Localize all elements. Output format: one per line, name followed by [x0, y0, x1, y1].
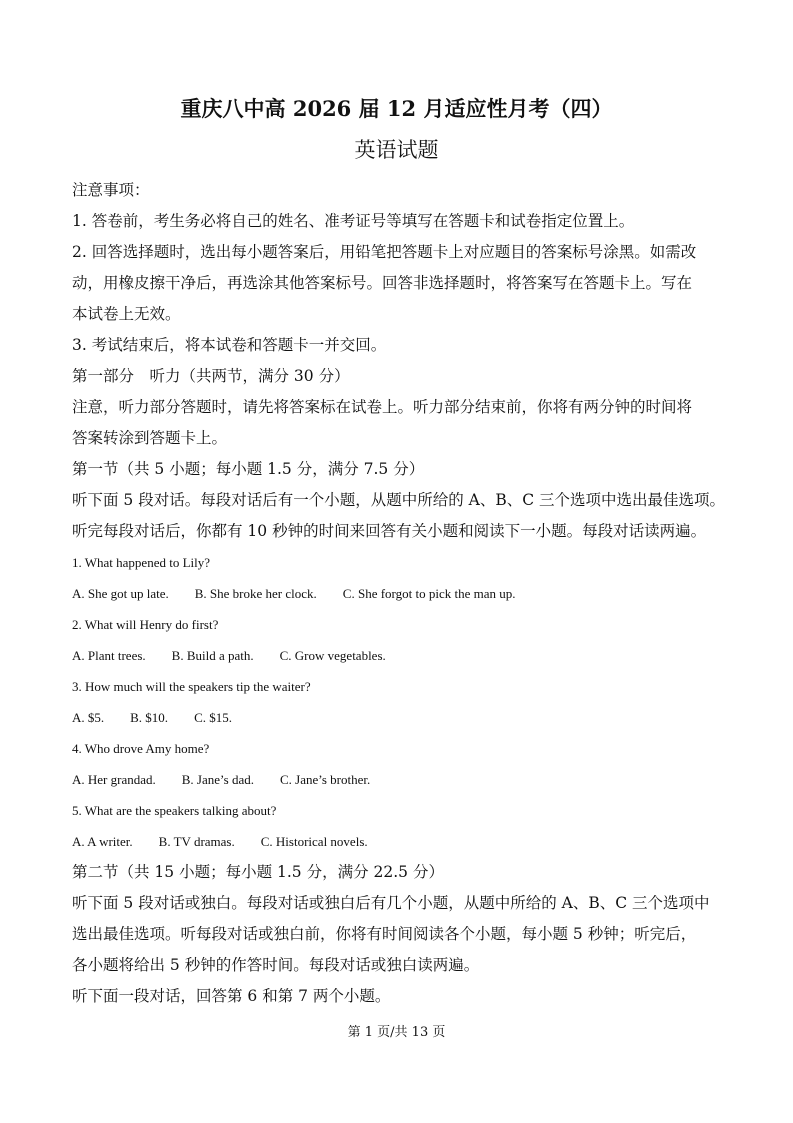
option-c: C. Grow vegetables. — [279, 648, 386, 663]
question-1: 1. What happened to Lily? — [72, 555, 211, 570]
option-b: B. Jane’s dad. — [181, 772, 254, 787]
option-a: A. $5. — [72, 710, 105, 725]
note-item-1: 1. 答卷前，考生务必将自己的姓名、准考证号等填写在答题卡和试卷指定位置上。 — [72, 212, 635, 230]
notes-heading: 注意事项： — [72, 181, 150, 199]
exam-title: 重庆八中高 2026 届 12 月适应性月考（四） — [180, 96, 613, 121]
option-a: A. Plant trees. — [72, 648, 146, 663]
section2-next-dialogue: 听下面一段对话，回答第 6 和第 7 两个小题。 — [72, 987, 391, 1005]
option-a: A. A writer. — [72, 834, 133, 849]
question-5: 5. What are the speakers talking about? — [72, 803, 277, 818]
option-c: C. Historical novels. — [260, 834, 368, 849]
section2-instruction-line-1: 听下面 5 段对话或独白。每段对话或独白后有几个小题，从题中所给的 A、B、C 三个选项中 — [72, 894, 710, 912]
note-item-2-line-1: 2. 回答选择题时，选出每小题答案后，用铅笔把答题卡上对应题目的答案标号涂黑。如需改 — [72, 243, 697, 261]
section2-instruction-line-2: 选出最佳选项。听每段对话或独白前，你将有时间阅读各个小题，每小题 5 秒钟；听完后， — [72, 925, 697, 943]
section1-instruction-line-1: 听下面 5 段对话。每段对话后有一个小题，从题中所给的 A、B、C 三个选项中选出最佳选项。 — [72, 491, 726, 509]
option-b: B. She broke her clock. — [194, 586, 317, 601]
option-c: C. $15. — [194, 710, 232, 725]
question-5-options — [72, 826, 726, 857]
part1-heading: 第一部分 听力（共两节，满分 30 分） — [72, 367, 350, 385]
question-2-options — [72, 640, 726, 671]
question-3-options — [72, 702, 726, 733]
question-2: 2. What will Henry do first? — [72, 617, 219, 632]
note-item-3: 3. 考试结束后，将本试卷和答题卡一并交回。 — [72, 336, 387, 354]
option-c: C. She forgot to pick the man up. — [342, 586, 516, 601]
section1-instruction-line-2: 听完每段对话后，你都有 10 秒钟的时间来回答有关小题和阅读下一小题。每段对话读两遍。 — [72, 522, 707, 540]
exam-subject: 英语试题 — [354, 138, 439, 162]
question-1-options — [72, 578, 726, 609]
option-b: B. $10. — [130, 710, 169, 725]
note-item-2-line-3: 本试卷上无效。 — [72, 305, 181, 323]
note-item-2-line-2: 动，用橡皮擦干净后，再选涂其他答案标号。回答非选择题时，将答案写在答题卡上。写在 — [72, 274, 693, 292]
page-number: 第 1 页/共 13 页 — [347, 1025, 446, 1040]
part1-note-line-1: 注意，听力部分答题时，请先将答案标在试卷上。听力部分结束前，你将有两分钟的时间将 — [72, 398, 693, 416]
question-4: 4. Who drove Amy home? — [72, 741, 210, 756]
section2-heading: 第二节（共 15 小题；每小题 1.5 分，满分 22.5 分） — [72, 863, 444, 881]
part1-note-line-2: 答案转涂到答题卡上。 — [72, 429, 228, 447]
option-c: C. Jane’s brother. — [279, 772, 371, 787]
option-a: A. She got up late. — [72, 586, 169, 601]
option-b: B. TV dramas. — [158, 834, 235, 849]
section1-heading: 第一节（共 5 小题；每小题 1.5 分，满分 7.5 分） — [72, 460, 425, 478]
option-b: B. Build a path. — [171, 648, 254, 663]
question-4-options — [72, 764, 726, 795]
option-a: A. Her grandad. — [72, 772, 156, 787]
question-3: 3. How much will the speakers tip the waiter? — [72, 679, 311, 694]
page-body — [72, 175, 726, 1012]
section2-instruction-line-3: 各小题将给出 5 秒钟的作答时间。每段对话或独白读两遍。 — [72, 956, 480, 974]
